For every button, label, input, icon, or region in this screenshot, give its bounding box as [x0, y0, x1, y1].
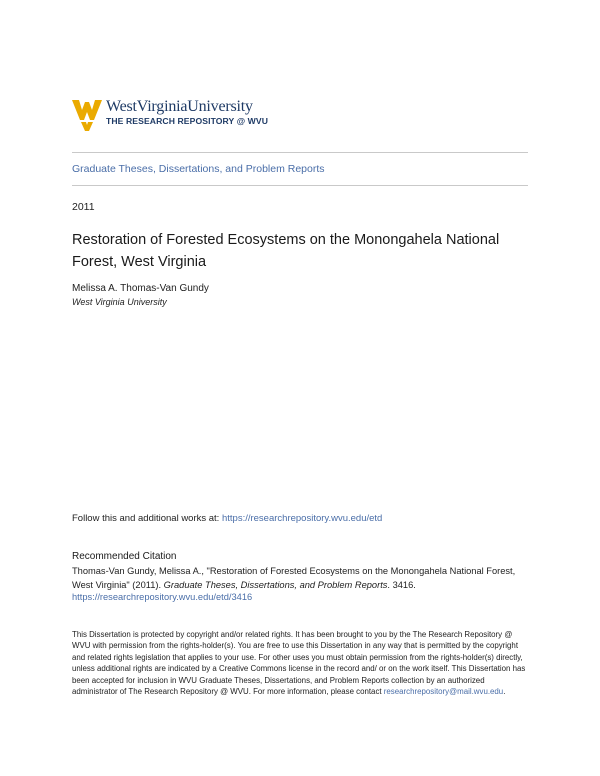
flying-wv-icon [72, 98, 104, 132]
follow-line [72, 513, 382, 524]
rights-end: . [503, 687, 506, 697]
rights-statement [72, 629, 532, 697]
collection-link[interactable]: Graduate Theses, Dissertations, and Problem Reports [72, 163, 325, 175]
logo-university-name: WestVirginiaUniversity [106, 98, 253, 115]
wvu-logo[interactable] [72, 96, 312, 136]
etd-link[interactable]: https://researchrepository.wvu.edu/etd [221, 513, 383, 524]
logo-repository-name: THE RESEARCH REPOSITORY @ WVU [106, 116, 269, 126]
document-title: Restoration of Forested Ecosystems on the Monongahela National Forest, West Virginia [72, 232, 500, 270]
contact-email-link[interactable]: researchrepository@mail.wvu.edu [383, 687, 504, 697]
citation-heading: Recommended Citation [72, 551, 177, 562]
citation-main: Thomas-Van Gundy, Melissa A., "Restoration of Forested Ecosystems on the Monongahela National Forest, West Virginia" (2011). [72, 566, 516, 590]
author-name: Melissa A. Thomas-Van Gundy [72, 283, 209, 294]
citation-number: . 3416. [387, 580, 416, 590]
publication-year: 2011 [72, 201, 95, 213]
rights-text: This Dissertation is protected by copyright and/or related rights. It has been brought to you by the The Research Repository @ WVU with permission from the rights-holder(s). You are free to use this Dissertation in any way that is permitted by the copyright and related rights legislation that applies to your use. For other uses you must obtain permission from the rights-holder(s) directly, unless additional rights are indicated by a Creative Commons license in the record and/ or on the work itself. This Dissertation has been accepted for inclusion in WVU Graduate Theses, Dissertations, and Problem Reports collection by an authorized administrator of The Research Repository @ WVU. For more information, please contact [72, 630, 526, 697]
author-affiliation: West Virginia University [72, 297, 167, 307]
citation-series: Graduate Theses, Dissertations, and Problem Reports [163, 580, 388, 590]
citation-text [72, 564, 532, 592]
follow-text: Follow this and additional works at: [72, 513, 222, 524]
divider-top [72, 152, 528, 153]
divider-bottom [72, 185, 528, 186]
citation-url-link[interactable]: https://researchrepository.wvu.edu/etd/3416 [72, 592, 253, 602]
